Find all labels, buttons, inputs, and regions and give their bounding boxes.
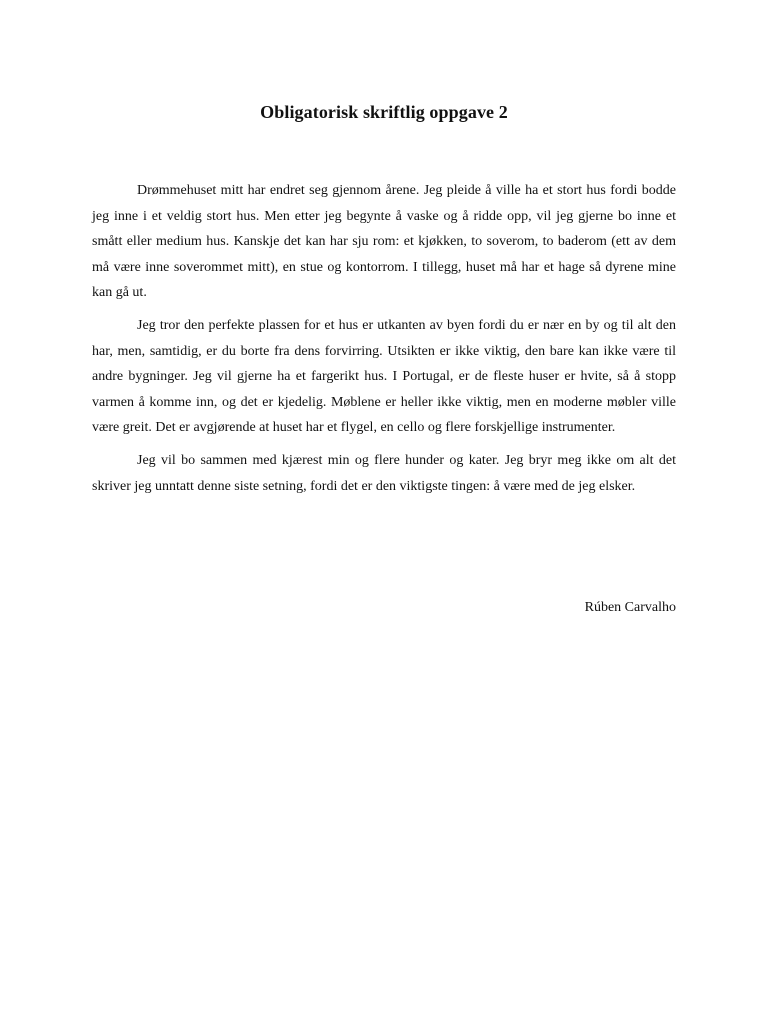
- paragraph-2: Jeg tror den perfekte plassen for et hus er utkanten av byen fordi du er nær en by og til alt den har, men, samtidig, er du borte fra dens forvirring. Utsikten er ikke viktig, den bare kan ikke være til andre bygninger. Jeg vil gjerne ha et fargerikt hus. I Portugal, er de fleste huser er hvite, så å stopp varmen å komme inn, og det er kjedelig. Møblene er heller ikke viktig, men en moderne møbler ville være greit. Det er avgjørende at huset har et flygel, en cello og flere forskjellige instrumenter.: [92, 317, 676, 436]
- document-title: Obligatorisk skriftlig oppgave 2: [260, 102, 508, 122]
- author-signature: Rúben Carvalho: [584, 600, 676, 615]
- document-body: [92, 178, 676, 506]
- paragraph-1: Drømmehuset mitt har endret seg gjennom årene. Jeg pleide å ville ha et stort hus fordi bodde jeg inne i et veldig stort hus. Men etter jeg begynte å vaske og å ridde opp, vil jeg gjerne bo inne et smått eller medium hus. Kanskje det kan har sju rom: et kjøkken, to soverom, to baderom (ett av dem må være inne soverommet mitt), en stue og kontorrom. I tillegg, huset må har et hage så dyrene mine kan gå ut.: [92, 183, 676, 301]
- paragraph-3: Jeg vil bo sammen med kjærest min og flere hunder og kater. Jeg bryr meg ikke om alt det skriver jeg unntatt denne siste setning, fordi det er den viktigste tingen: å være med de jeg elsker.: [92, 452, 676, 494]
